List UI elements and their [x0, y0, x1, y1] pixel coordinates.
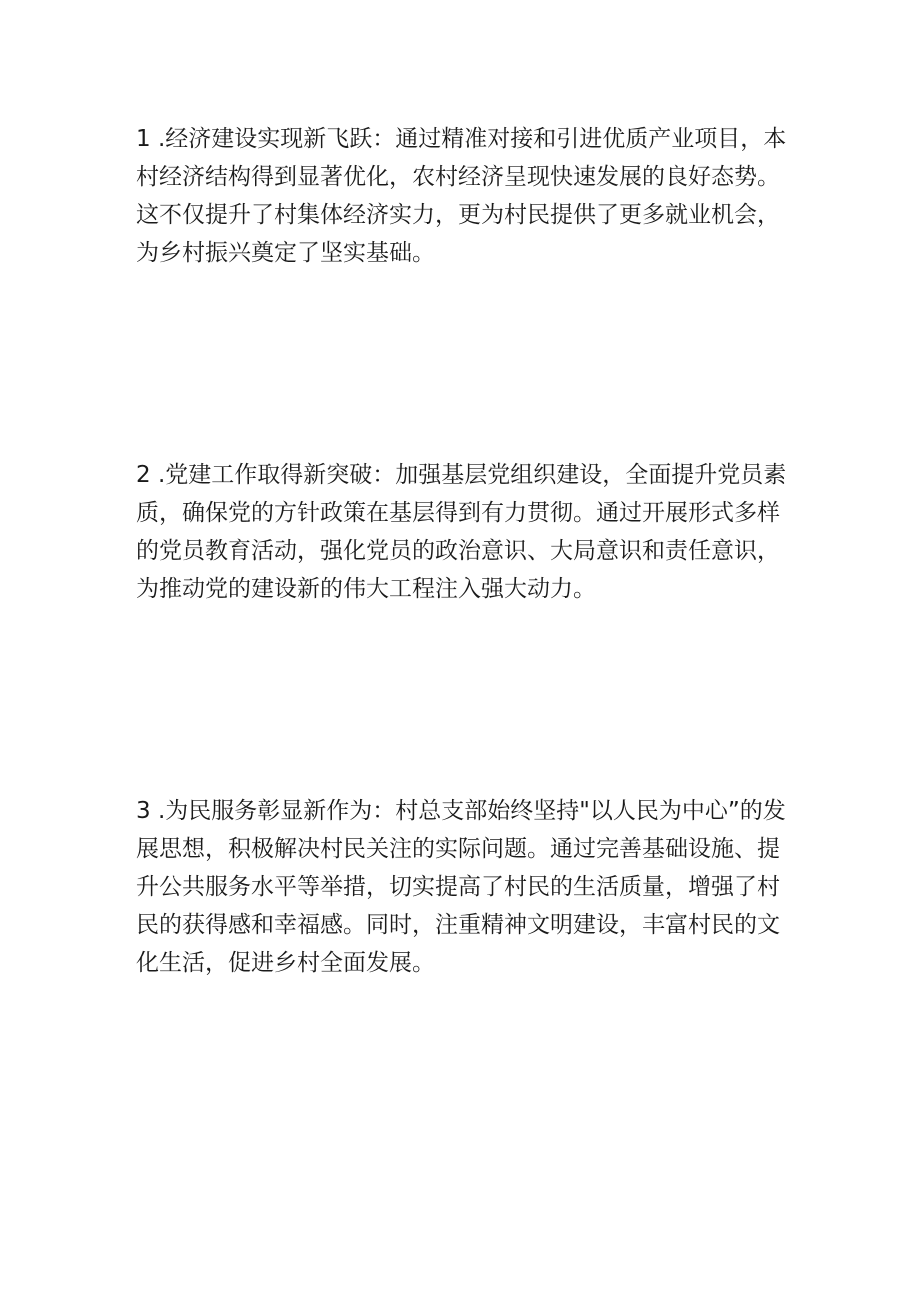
paragraph-line: 展思想，积极解决村民关注的实际问题。通过完善基础设施、提	[136, 836, 780, 862]
paragraph-public-service	[136, 792, 796, 982]
paragraph-economic-development	[136, 120, 796, 272]
paragraph-line: 升公共服务水平等举措，切实提高了村民的生活质量，增强了村	[136, 874, 780, 900]
paragraph-line: 为乡村振兴奠定了坚实基础。	[136, 240, 435, 266]
paragraph-line: 质，确保党的方针政策在基层得到有力贯彻。通过开展形式多样	[136, 500, 780, 526]
paragraph-line: 2 .党建工作取得新突破：加强基层党组织建设，全面提升党员素	[136, 462, 787, 488]
paragraph-line: 这不仅提升了村集体经济实力，更为村民提供了更多就业机会，	[136, 202, 780, 228]
paragraph-line: 3 .为民服务彰显新作为：村总支部始终坚持"以人民为中心”的发	[136, 798, 786, 824]
paragraph-line: 化生活，促进乡村全面发展。	[136, 950, 435, 976]
paragraph-line: 为推动党的建设新的伟大工程注入强大动力。	[136, 576, 596, 602]
paragraph-line: 的党员教育活动，强化党员的政治意识、大局意识和责任意识，	[136, 538, 780, 564]
paragraph-line: 村经济结构得到显著优化，农村经济呈现快速发展的良好态势。	[136, 164, 780, 190]
paragraph-line: 民的获得感和幸福感。同时，注重精神文明建设，丰富村民的文	[136, 912, 780, 938]
paragraph-line: 1 .经济建设实现新飞跃：通过精准对接和引进优质产业项目，本	[136, 126, 787, 152]
paragraph-party-building	[136, 456, 796, 608]
